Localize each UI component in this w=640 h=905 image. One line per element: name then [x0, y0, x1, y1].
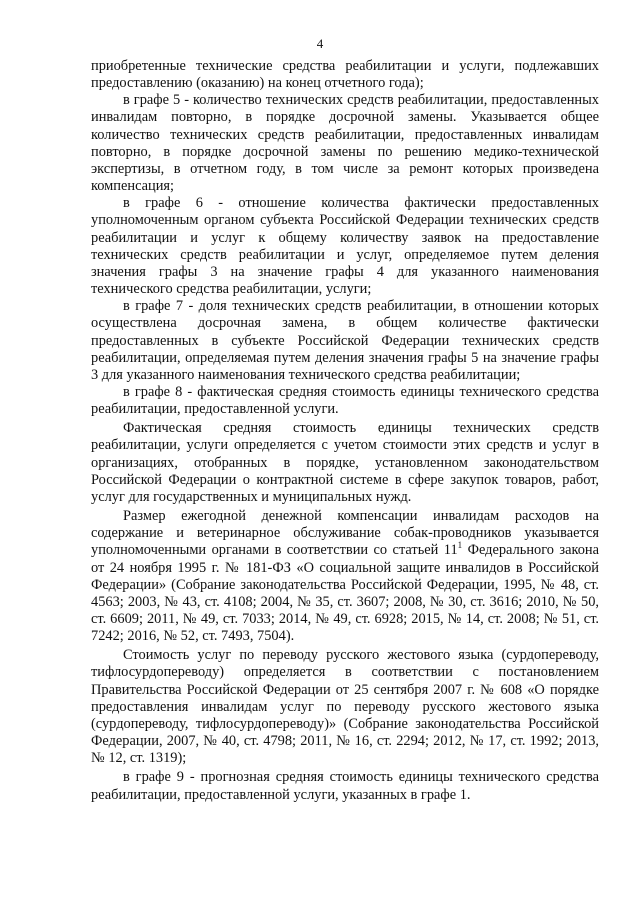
- paragraph-column-8: в графе 8 - фактическая средняя стоимость единицы технического средства реабилитации, предоставленной услуги.: [91, 383, 599, 418]
- article-superscript: 1: [457, 540, 463, 551]
- paragraph-column-5: в графе 5 - количество технических средств реабилитации, предоставленных инвалидам повторно, в порядке досрочной замены. Указывается общее количество технических средств реабилитации, предоставленных инвалидам повторно, в порядке досрочной замены по решению медико-технической экспертизы, в отчетном году, в том числе за ремонт которых произведена компенсация;: [91, 92, 599, 195]
- paragraph-column-7: в графе 7 - доля технических средств реабилитации, в отношении которых осуществлена досрочная замена, в общем количестве фактически предоставленных в субъекте Российской Федерации технических средств реабилитации, определяемая путем деления значения графы 5 на значение графы 3 для указанного наименования технического средства реабилитации;: [91, 298, 599, 383]
- paragraph-column-9: в графе 9 - прогнозная средняя стоимость единицы технического средства реабилитации, предоставленной услуги, указанных в графе 1.: [91, 769, 599, 803]
- paragraph-column-6: в графе 6 - отношение количества фактически предоставленных уполномоченным органом субъекта Российской Федерации технических средств реабилитации и услуг к общему количеству заявок на предоставление технических средств реабилитации и услуг, определяемое путем деления значения графы 3 на значение графы 4 для указанного наименования технического средства реабилитации, услуги;: [91, 195, 599, 298]
- guide-dog-text-end: Федерального закона от 24 ноября 1995 г. № 181-ФЗ «О социальной защите инвалидов в Российской Федерации» (Собрание законодательства Российской Федерации, 1995, № 48, ст. 4563; 2003, № 43, ст. 4108; 2004, № 35, ст. 3607; 2008, № 30, ст. 3616; 2010, № 50, ст. 6609; 2011, № 49, ст. 7033; 2014, № 49, ст. 6928; 2015, № 14, ст. 2008; № 51, ст. 7242; 2016, № 52, ст. 7493, 7504).: [91, 542, 599, 645]
- paragraph-sign-language-cost: Стоимость услуг по переводу русского жестового языка (сурдопереводу, тифлосурдопереводу) определяется в соответствии с постановлением Правительства Российской Федерации от 25 сентября 2007 г. № 608 «О порядке предоставления инвалидам услуг по переводу русского жестового языка (сурдопереводу, тифлосурдопереводу)» (Собрание законодательства Российской Федерации, 2007, № 40, ст. 4798; 2011, № 16, ст. 2294; 2012, № 17, ст. 1992; 2013, № 12, ст. 1319);: [91, 647, 599, 767]
- paragraph-continuation: приобретенные технические средства реабилитации и услуги, подлежавших предоставлению (оказанию) на конец отчетного года);: [91, 58, 599, 92]
- paragraph-guide-dog-compensation: [91, 508, 599, 645]
- guide-dog-text-start: Размер ежегодной денежной компенсации инвалидам расходов на содержание и ветеринарное обслуживание собак-проводников указывается уполномоченными органами в соответствии со статьей 11: [91, 508, 599, 559]
- page-number: 4: [316, 36, 324, 51]
- document-body: [91, 58, 599, 804]
- paragraph-average-cost: Фактическая средняя стоимость единицы технических средств реабилитации, услуги определяется с учетом стоимости этих средств и услуг в организациях, отобранных в порядке, установленном законодательством Российской Федерации о контрактной системе в сфере закупок товаров, работ, услуг для государственных и муниципальных нужд.: [91, 420, 599, 505]
